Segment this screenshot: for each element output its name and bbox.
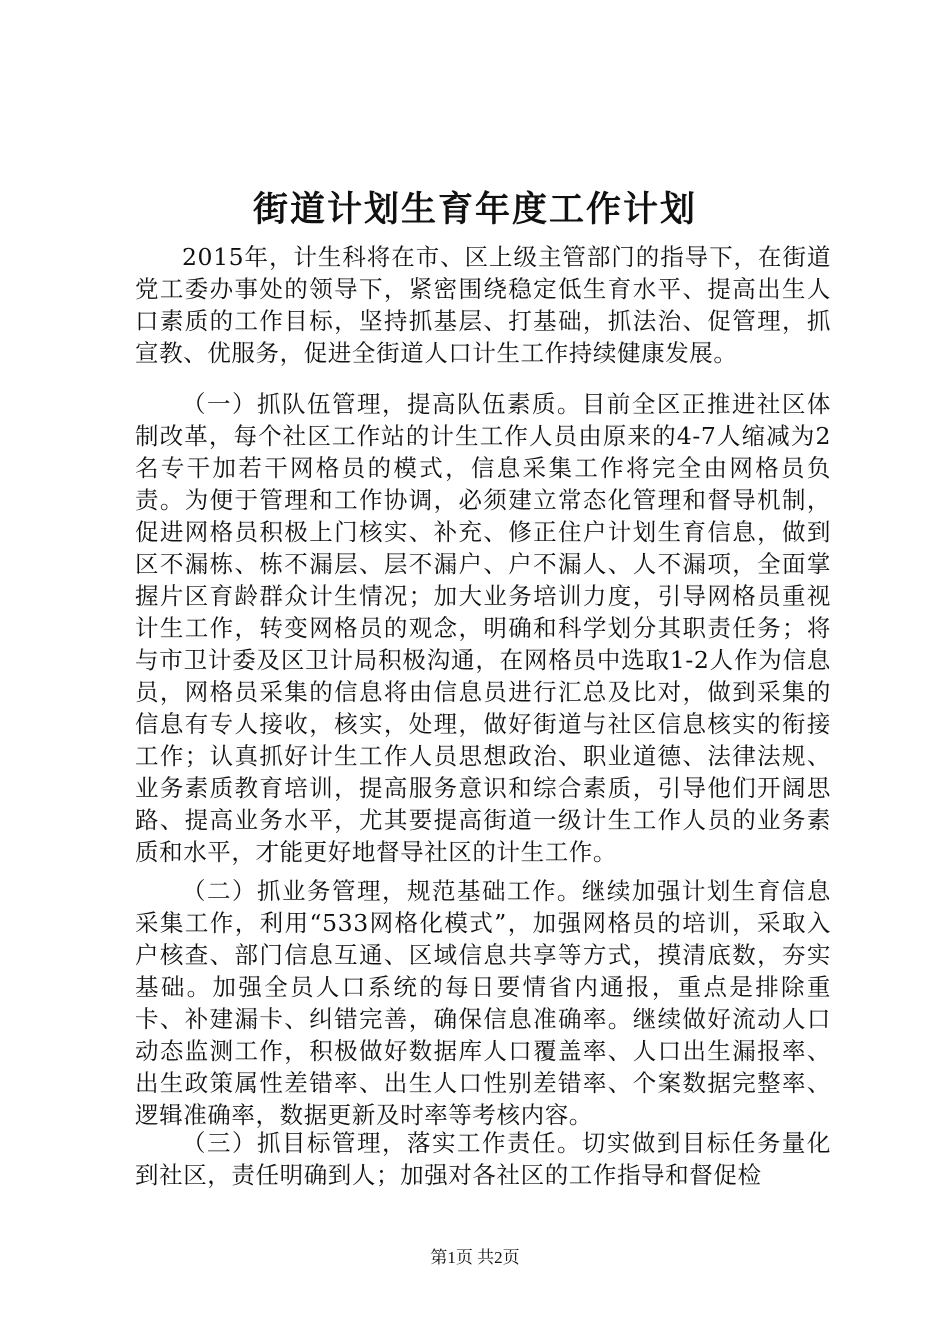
page-number-footer: 第1页 共2页 (430, 1248, 520, 1267)
paragraph-team-management: （一）抓队伍管理，提高队伍素质。目前全区正推进社区体制改革，每个社区工作站的计生工作人员由原来的4-7人缩减为2名专干加若干网格员的模式，信息采集工作将完全由网格员负责。为便于管理和工作协调，必须建立常态化管理和督导机制，促进网格员积极上门核实、补充、修正住户计划生育信息，做到区不漏栋、栋不漏层、层不漏户、户不漏人、人不漏项，全面掌握片区育龄群众计生情况；加大业务培训力度，引导网格员重视计生工作，转变网格员的观念，明确和科学划分其职责任务；将与市卫计委及区卫计局积极沟通，在网格员中选取1-2人作为信息员，网格员采集的信息将由信息员进行汇总及比对，做到采集的信息有专人接收，核实，处理，做好街道与社区信息核实的衔接工作；认真抓好计生工作人员思想政治、职业道德、法律法规、业务素质教育培训，提高服务意识和综合素质，引导他们开阔思路、提高业务水平，尤其要提高街道一级计生工作人员的业务素质和水平，才能更好地督导社区的计生工作。 (135, 390, 831, 866)
document-title: 街道计划生育年度工作计划 (252, 189, 697, 230)
paragraph-intro: 2015年，计生科将在市、区上级主管部门的指导下，在街道党工委办事处的领导下，紧密围绕稳定低生育水平、提高出生人口素质的工作目标，坚持抓基层、打基础，抓法治、促管理，抓宣教、优服务，促进全街道人口计生工作持续健康发展。 (135, 243, 831, 367)
paragraph-business-management: （二）抓业务管理，规范基础工作。继续加强计划生育信息采集工作，利用“533网格化模式”，加强网格员的培训，采取入户核查、部门信息互通、区域信息共享等方式，摸清底数，夯实基础。加强全员人口系统的每日要情省内通报，重点是排除重卡、补建漏卡、纠错完善，确保信息准确率。继续做好流动人口动态监测工作，积极做好数据库人口覆盖率、人口出生漏报率、出生政策属性差错率、出生人口性别差错率、个案数据完整率、逻辑准确率，数据更新及时率等考核内容。 (135, 877, 831, 1129)
paragraph-target-management: （三）抓目标管理，落实工作责任。切实做到目标任务量化到社区，责任明确到人；加强对各社区的工作指导和督促检 (135, 1129, 831, 1189)
